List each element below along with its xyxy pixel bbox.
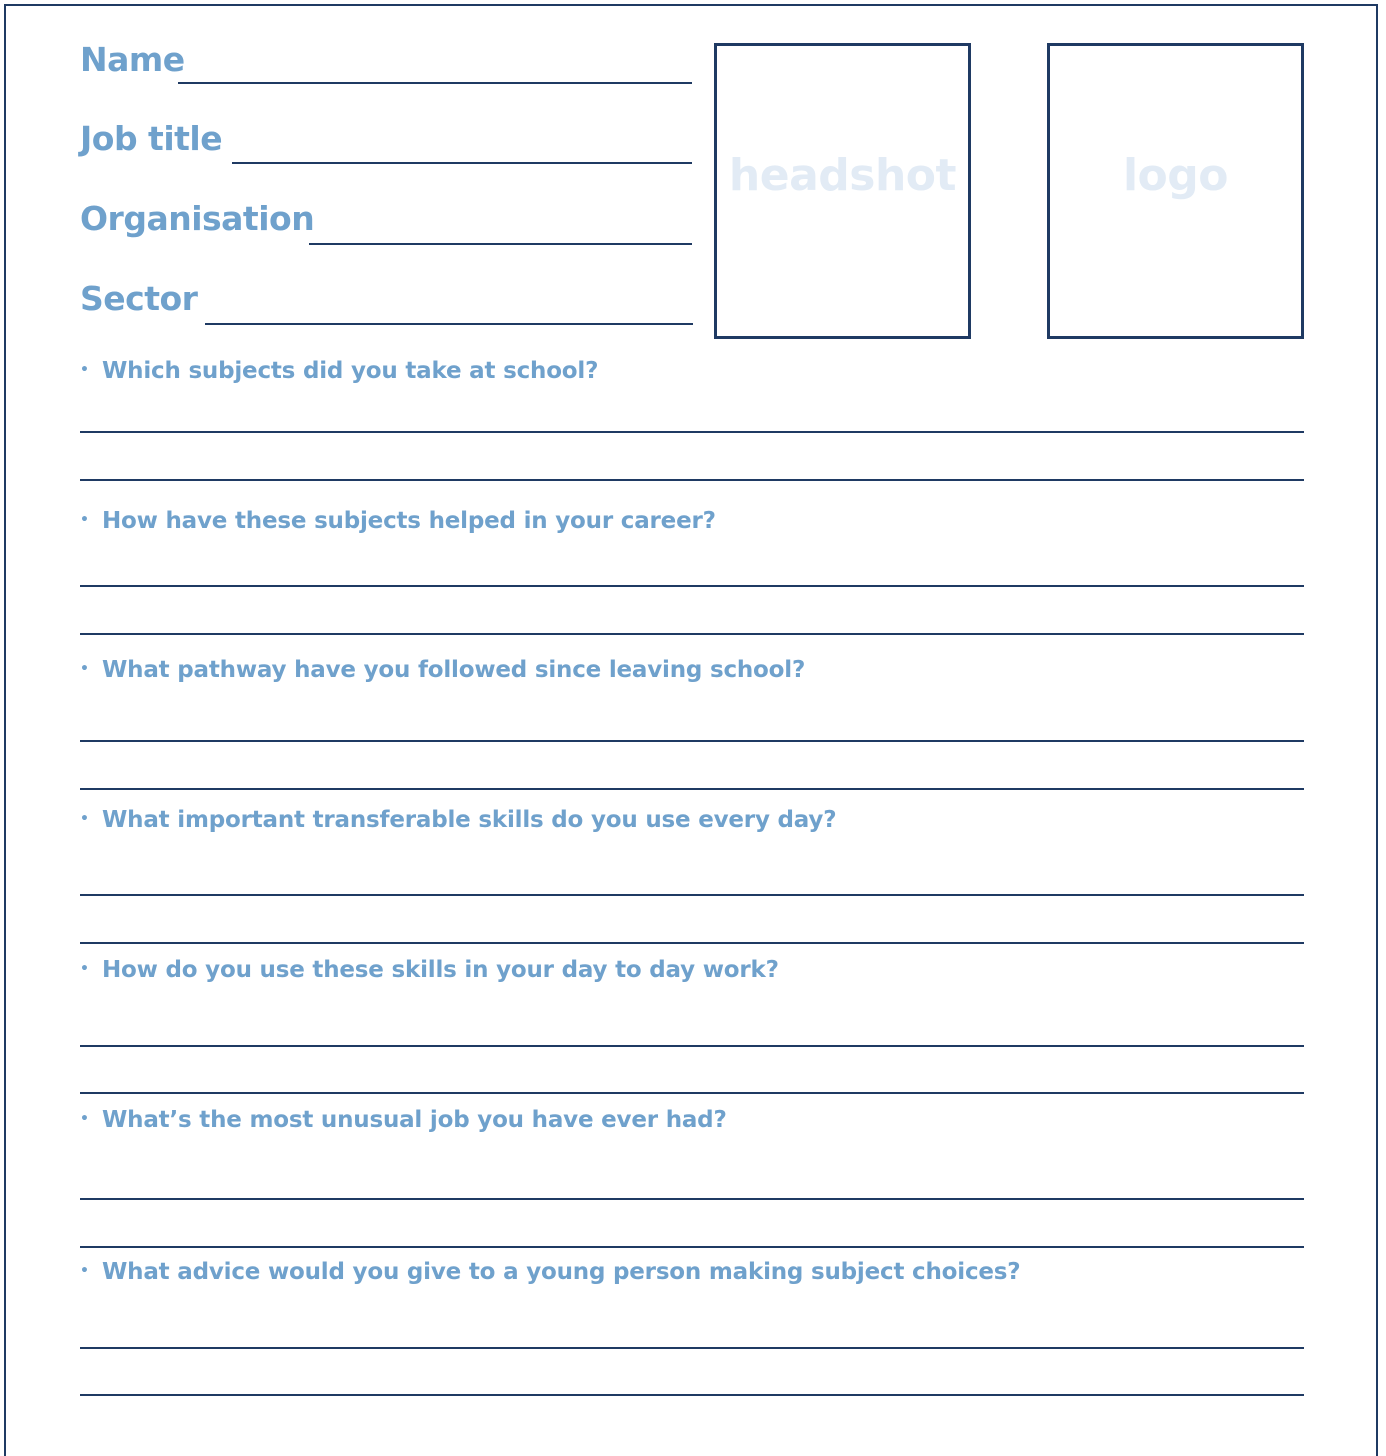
- bullet-icon: •: [80, 1263, 89, 1279]
- question-3: [80, 657, 805, 683]
- sector-field[interactable]: [205, 323, 693, 325]
- logo-placeholder[interactable]: [1047, 43, 1304, 339]
- question-text: Which subjects did you take at school?: [102, 358, 599, 384]
- answer-line[interactable]: [80, 479, 1304, 481]
- question-6: [80, 1107, 727, 1133]
- question-text: What important transferable skills do you use every day?: [102, 807, 837, 833]
- name-field[interactable]: [178, 82, 692, 84]
- answer-line[interactable]: [80, 1198, 1304, 1200]
- question-7: [80, 1259, 1020, 1285]
- job-title-field[interactable]: [232, 162, 692, 164]
- question-4: [80, 807, 836, 833]
- question-5: [80, 957, 779, 983]
- answer-line[interactable]: [80, 1045, 1304, 1047]
- answer-line[interactable]: [80, 585, 1304, 587]
- answer-line[interactable]: [80, 633, 1304, 635]
- bullet-icon: •: [80, 1111, 89, 1127]
- question-1: [80, 358, 598, 384]
- organisation-field[interactable]: [309, 243, 692, 245]
- answer-line[interactable]: [80, 894, 1304, 896]
- job-title-label: Job title: [80, 119, 223, 158]
- question-text: How do you use these skills in your day to day work?: [102, 957, 779, 983]
- headshot-placeholder-text: headshot: [728, 149, 957, 201]
- answer-line[interactable]: [80, 740, 1304, 742]
- bullet-icon: •: [80, 362, 89, 378]
- question-text: What’s the most unusual job you have ever had?: [102, 1107, 727, 1133]
- question-text: What pathway have you followed since leaving school?: [102, 657, 806, 683]
- answer-line[interactable]: [80, 1246, 1304, 1248]
- answer-line[interactable]: [80, 942, 1304, 944]
- bullet-icon: •: [80, 811, 89, 827]
- answer-line[interactable]: [80, 431, 1304, 433]
- organisation-label: Organisation: [80, 199, 315, 238]
- name-label: Name: [80, 40, 185, 79]
- logo-placeholder-text: logo: [1122, 149, 1229, 201]
- bullet-icon: •: [80, 961, 89, 977]
- bullet-icon: •: [80, 512, 89, 528]
- answer-line[interactable]: [80, 788, 1304, 790]
- bullet-icon: •: [80, 661, 89, 677]
- answer-line[interactable]: [80, 1394, 1304, 1396]
- sector-label: Sector: [80, 279, 198, 318]
- question-text: What advice would you give to a young person making subject choices?: [102, 1259, 1021, 1285]
- question-2: [80, 508, 716, 534]
- answer-line[interactable]: [80, 1347, 1304, 1349]
- headshot-placeholder[interactable]: [714, 43, 971, 339]
- question-text: How have these subjects helped in your career?: [102, 508, 716, 534]
- answer-line[interactable]: [80, 1092, 1304, 1094]
